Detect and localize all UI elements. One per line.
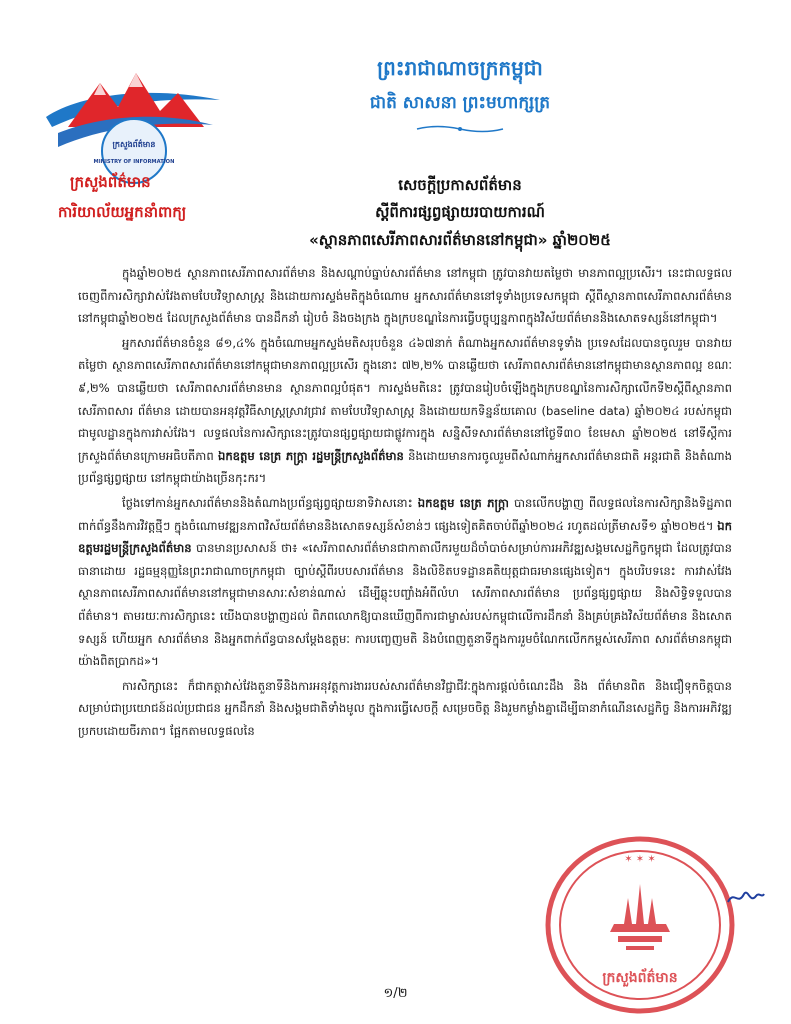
paragraph-2 — [78, 332, 732, 490]
paragraph-3-text-mid: បានលើកបង្ហាញ ពីលទ្ធផលនៃការសិក្សានិងទិដ្ឋភាពពាក់ព័ន្ធនឹងការវិវត្តថ្មីៗ ក្នុងចំណោមវឌ្ឍនភាពវិស័យព័ត៌មាននិងសោតទស្សន៍សំខាន់ៗ ផ្សេងទៀតគិតចាប់ពីឆ្នាំ២០២៤ រហូតដល់ត្រីមាសទី១ ឆ្នាំ២០២៥។ — [78, 495, 732, 533]
paragraph-3-text: ថ្លែងទៅកាន់អ្នកសារព័ត៌មាននិងតំណាងប្រព័ន្ធផ្សព្វផ្សាយនាទិវាសនោះ — [122, 495, 418, 510]
document-body — [78, 262, 732, 744]
paragraph-4: ការសិក្សានេះ ក៏ជាកត្តាវាស់វែងតួនាទីនិងការអនុវត្តការងាររបស់សារព័ត៌មានវិជ្ជាជីវៈក្នុងការផ្តល់ចំណេះដឹង និង ព័ត៌មានពិត និងជឿទុកចិត្តបានសម្រាប់ជាប្រយោជន៍ដល់ប្រជាជន អ្នកដឹកនាំ និងសង្គមជាតិទាំងមូល ក្នុងការធ្វើសេចក្តី សម្រេចចិត្ត និងរួមកម្លាំងគ្នាដើម្បីធានាកំណើនសេដ្ឋកិច្ច និងការអភិវឌ្ឍប្រកបដោយចីរភាព។ ផ្អែកតាមលទ្ធផលនៃ — [78, 678, 732, 738]
minister-title-bold: ឯកឧត្តមរដ្ឋមន្ត្រីក្រសួងព័ត៌មាន — [78, 518, 732, 556]
ministry-logo — [38, 55, 228, 185]
svg-text:✶ ✶ ✶: ✶ ✶ ✶ — [624, 854, 656, 865]
ornament-divider — [415, 124, 505, 134]
report-name: «ស្ថានភាពសេរីភាពសារព័ត៌មាននៅកម្ពុជា» ឆ្នាំ២០២៥ — [309, 231, 611, 249]
paragraph-1: ក្នុងឆ្នាំ២០២៥ ស្ថានភាពសេរីភាពសារព័ត៌មាន និងសណ្តាប់ធ្នាប់សារព័ត៌មាន នៅកម្ពុជា ត្រូវបានវាយតម្លៃថា មានភាពល្អប្រសើរ។ នេះជាលទ្ធផលចេញពីការសិក្សាវាស់វែងតាមបែបវិទ្យាសាស្ត្រ និងដោយការស្ទង់មតិក្នុងចំណោម អ្នកសារព័ត៌មាននៅទូទាំងប្រទេសកម្ពុជា ស្តីពីស្ថានភាពសេរីភាពសារព័ត៌មាននៅកម្ពុជាឆ្នាំ២០២៥ ដែលក្រសួងព័ត៌មាន បានដឹកនាំ រៀបចំ និងចងក្រង ក្នុងក្របខណ្ឌនៃការធ្វើបច្ចុប្បន្នភាពក្នុងវិស័យព័ត៌មាននិងសោតទស្សន៍នៅកម្ពុជា។ — [78, 266, 732, 326]
minister-name-bold: ឯកឧត្តម នេត្រ ភក្ត្រា រដ្ឋមន្ត្រីក្រសួងព័ត៌មាន — [217, 448, 404, 463]
page-number: ១/២ — [383, 986, 408, 1001]
ministry-name: ក្រសួងព័ត៌មាន — [70, 173, 151, 191]
paragraph-2-text: អ្នកសារព័ត៌មានចំនួន ៨១,៤% ក្នុងចំណោមអ្នកស្ទង់មតិសរុបចំនួន ៤៦៧នាក់ តំណាងអ្នកសារព័ត៌មានទូទាំង ប្រទេសដែលបានចូលរួម បានវាយតម្លៃថា ស្ថានភាពសេរីភាពសារព័ត៌មាននៅកម្ពុជាមានភាពល្អប្រសើរ ក្នុងនោះ ៧២,២% បានឆ្លើយថា សេរីភាពសារព័ត៌មាននៅកម្ពុជាមានស្ថានភាពល្អ ខណៈ ៩,២% បានឆ្លើយថា សេរីភាពសារព័ត៌មានមាន ស្ថានភាពល្អបំផុត។ ការស្ទង់មតិនេះ ត្រូវបានរៀបចំឡើងក្នុងក្របខណ្ឌនៃការសិក្សាលើកទី២ស្តីពីស្ថានភាពសេរីភាពសារ ព័ត៌មាន ដោយបានអនុវត្តវិធីសាស្ត្រស្រាវជ្រាវ តាមបែបវិទ្យាសាស្ត្រ និងដោយយកទិន្នន័យគោល (baseline data) ឆ្នាំ២០២៤ របស់កម្ពុជាជាមូលដ្ឋានក្នុងការវាស់វែង។ លទ្ធផលនៃការសិក្សានេះត្រូវបានផ្សព្វផ្សាយជាផ្លូវការក្នុង សន្និសីទសារព័ត៌មាននៅថ្ងៃទី៣០ ខែមេសា ឆ្នាំ២០២៥ នៅទីស្តីការក្រសួងព័ត៌មានក្រោមអធិបតីភាព — [78, 335, 732, 463]
stamp-text: ក្រសួងព័ត៌មាន — [602, 970, 678, 986]
office-name: ការិយាល័យអ្នកនាំពាក្យ — [58, 203, 187, 221]
signature-mark — [726, 886, 766, 908]
paragraph-3 — [78, 492, 732, 673]
document-title: សេចក្តីប្រកាសព័ត៌មាន — [398, 176, 522, 194]
paragraph-2-text-end: និងដោយមានការចូលរួមពីសំណាក់អ្នកសារព័ត៌មានជាតិ អន្តរជាតិ និងតំណាងប្រព័ន្ធផ្សព្វផ្សាយ នៅកម្ពុជាយ៉ាងច្រើនកុះករ។ — [78, 448, 732, 486]
minister-name-bold: ឯកឧត្តម នេត្រ ភក្ត្រា — [417, 495, 509, 510]
paragraph-3-quote: បានមានប្រសាសន៍ ថា៖ «សេរីភាពសារព័ត៌មានជាកាតាលីករមួយដ៏ចាំបាច់សម្រាប់ការអភិវឌ្ឍសង្គមសេដ្ឋកិច្ចកម្ពុជា ដែលត្រូវបាន ធានាដោយ រដ្ឋធម្មនុញ្ញនៃព្រះរាជាណាចក្រកម្ពុជា ច្បាប់ស្តីពីរបបសារព័ត៌មាន និងលិខិតបទដ្ឋានគតិយុត្តជាធរមានផ្សេងទៀត។ ក្នុងបរិបទនេះ ការវាស់វែងស្ថានភាពសេរីភាពសារព័ត៌មាននៅកម្ពុជាមានសារៈសំខាន់ណាស់ ដើម្បីឆ្លុះបញ្ចាំងអំពីលំហ សេរីភាពសារព័ត៌មាន ប្រព័ន្ធផ្សព្វផ្សាយ និងសិទ្ធិទទួលបានព័ត៌មាន។ តាមរយៈការសិក្សានេះ យើងបានបង្ហាញដល់ ពិភពលោកឱ្យបានឃើញពីការជាម្ចាស់របស់កម្ពុជាលើការដឹកនាំ និងគ្រប់គ្រងវិស័យព័ត៌មាន និងសោតទស្សន៍ ហើយអ្នក សារព័ត៌មាន និងអ្នកពាក់ព័ន្ធបានសម្តែងឧត្តមៈ ការបញ្ចេញមតិ និងបំពេញតួនាទីក្នុងការរួមចំណែកលើកកម្ពស់សេរីភាព សារព័ត៌មានកម្ពុជាយ៉ាងពិតប្រាកដ»។ — [78, 541, 732, 669]
logo-subtext: MINISTRY OF INFORMATION — [93, 159, 175, 165]
document-subtitle: ស្តីពីការផ្សព្វផ្សាយរបាយការណ៍ — [375, 203, 545, 221]
logo-text: ក្រសួងព័ត៌មាន — [112, 140, 156, 149]
national-motto: ជាតិ សាសនា ព្រះមហាក្សត្រ — [369, 93, 551, 113]
kingdom-title: ព្រះរាជាណាចក្រកម្ពុជា — [377, 56, 543, 80]
